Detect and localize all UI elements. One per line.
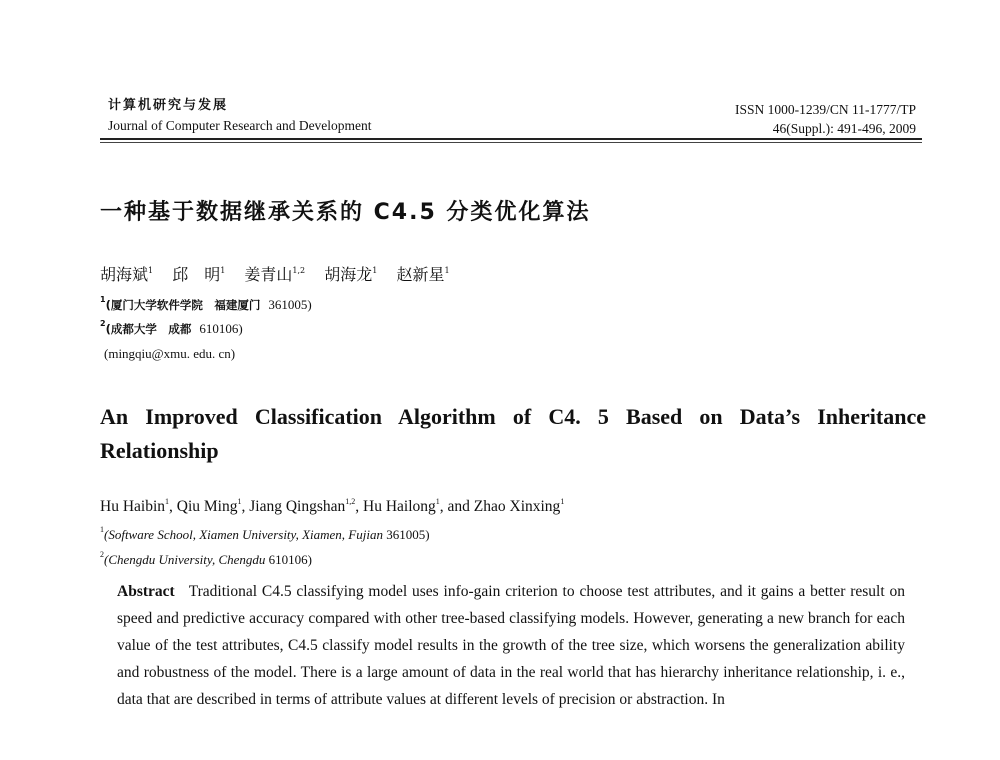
affiliation-cn-2: $^2$(成都大学 成都 610106): [100, 319, 243, 336]
authors-en: Hu Haibin$^1$, Qiu Ming$^1$, Jiang Qingshan$^{1,2}$, Hu Hailong$^1$, and Zhao Xinxing$^1$: [100, 497, 565, 515]
abstract: [117, 578, 905, 713]
volume-pages: 46(Suppl.): 491-496, 2009: [772, 121, 916, 136]
journal-name-cn: 计算机研究与发展: [108, 98, 229, 113]
affiliation-en-2: $^2$(Chengdu University, Chengdu 610106): [100, 550, 312, 567]
author-cn: 邱 明$^1$: [172, 265, 226, 284]
journal-name-en: Journal of Computer Research and Development: [108, 118, 372, 133]
affiliation-en-1: $^1$(Software School, Xiamen University, Xiamen, Fujian 361005): [100, 525, 430, 542]
journal-header: [108, 98, 372, 135]
journal-meta: [735, 100, 916, 138]
author-cn: 姜青山$^{1,2}$: [244, 265, 306, 284]
abstract-text: Traditional C4.5 classifying model uses info-gain criterion to choose test attributes, and it gains a better result on speed and predictive accuracy compared with other tree-based classifying models. However, generating a new branch for each value of the test attributes, C4.5 classify model results in the growth of the tree size, which worsens the generalization ability and robustness of the model. There is a large amount of data in the real world that has hierarchy inheritance relationship, i. e., data that are described in terms of attribute values at different levels of precision or abstraction. In: [117, 583, 905, 708]
abstract-label: Abstract: [117, 583, 175, 600]
author-cn: 胡海斌$^1$: [100, 265, 154, 284]
header-rule-thick: [100, 138, 922, 140]
affiliation-cn-1: $^1$(厦门大学软件学院 福建厦门 361005): [100, 295, 312, 312]
authors-cn: [100, 262, 464, 288]
issn: ISSN 1000-1239/CN 11-1777/TP: [734, 102, 916, 117]
title-cn: 一种基于数据继承关系的 C4.5 分类优化算法: [100, 200, 591, 225]
header-rule-thin: [100, 142, 922, 143]
contact-email: (mingqiu@xmu. edu. cn): [104, 346, 236, 361]
title-en: An Improved Classification Algorithm of C4. 5 Based on Data’s Inheritance Relationship: [100, 404, 926, 463]
author-cn: 胡海龙$^1$: [324, 265, 378, 284]
author-cn: 赵新星$^1$: [396, 265, 450, 284]
